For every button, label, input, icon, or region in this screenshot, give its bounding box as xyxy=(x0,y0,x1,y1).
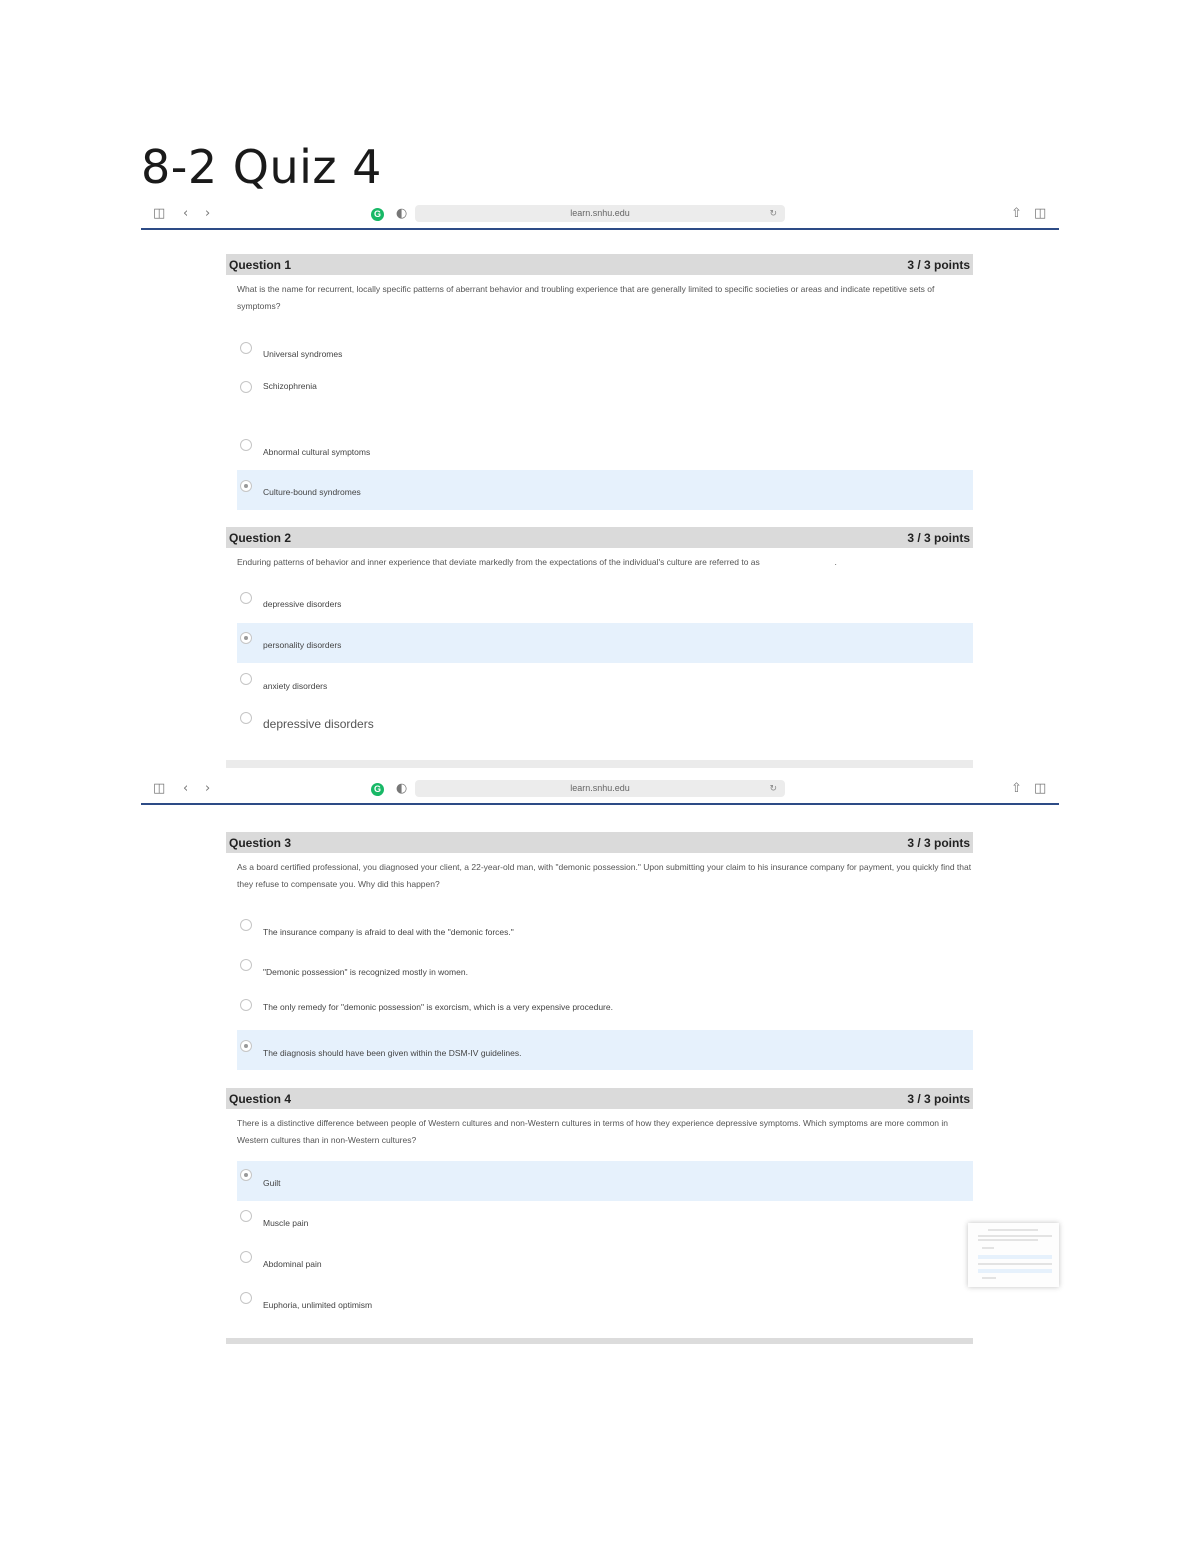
answer-label: Culture-bound syndromes xyxy=(263,487,361,497)
question-label: Question 4 xyxy=(229,1091,292,1106)
question-label: Question 2 xyxy=(229,530,292,545)
answer-label: Abnormal cultural symptoms xyxy=(263,447,371,457)
answer-label: The diagnosis should have been given within the DSM-IV guidelines. xyxy=(263,1048,522,1058)
question-label: Question 1 xyxy=(229,257,292,272)
answer-option-selected[interactable] xyxy=(237,470,973,510)
address-bar[interactable] xyxy=(415,205,785,222)
sidebar-toggle-icon[interactable]: ◫ xyxy=(153,781,166,796)
question-label: Question 3 xyxy=(229,835,292,850)
answer-option[interactable] xyxy=(237,583,973,623)
radio-button[interactable] xyxy=(240,959,252,971)
toolbar-divider xyxy=(141,228,1059,230)
answer-option-selected[interactable] xyxy=(237,623,973,663)
answer-label: anxiety disorders xyxy=(263,681,328,691)
share-icon[interactable]: ⇧ xyxy=(1011,206,1022,221)
privacy-shield-icon[interactable]: ◐ xyxy=(396,206,408,221)
answer-option[interactable] xyxy=(237,992,973,1032)
radio-button[interactable] xyxy=(240,673,252,685)
question-header xyxy=(226,1088,973,1109)
address-bar[interactable] xyxy=(415,780,785,797)
browser-toolbar xyxy=(141,775,1059,805)
grammarly-extension-icon[interactable]: G xyxy=(371,208,384,221)
answer-label: personality disorders xyxy=(263,640,342,650)
question-header xyxy=(226,527,973,548)
browser-toolbar xyxy=(141,200,1059,230)
question-score: 3 / 3 points xyxy=(907,835,970,850)
back-icon[interactable]: ‹ xyxy=(183,206,189,221)
toolbar-divider xyxy=(141,803,1059,805)
question-score: 3 / 3 points xyxy=(907,530,970,545)
question-text xyxy=(226,548,973,571)
fill-in-blank xyxy=(762,564,832,565)
answer-label: The only remedy for "demonic possession" is exorcism, which is a very expensive procedure. xyxy=(263,1002,613,1012)
answer-label: Euphoria, unlimited optimism xyxy=(263,1300,373,1310)
forward-icon[interactable]: › xyxy=(205,781,211,796)
answer-option-selected[interactable] xyxy=(237,1161,973,1201)
answer-option-selected[interactable] xyxy=(237,1030,973,1070)
answer-label: Schizophrenia xyxy=(263,381,317,391)
radio-button[interactable] xyxy=(240,1210,252,1222)
question-header xyxy=(226,832,973,853)
answer-label: Guilt xyxy=(263,1178,281,1188)
url-text: learn.snhu.edu xyxy=(570,783,630,793)
document-title: 8-2 Quiz 4 xyxy=(141,140,382,194)
answer-option[interactable] xyxy=(237,703,973,743)
answer-option[interactable] xyxy=(237,1284,973,1324)
answer-option[interactable] xyxy=(237,665,973,705)
answer-option[interactable] xyxy=(237,364,973,404)
answer-option[interactable] xyxy=(237,424,973,464)
forward-icon[interactable]: › xyxy=(205,206,211,221)
question-score: 3 / 3 points xyxy=(907,257,970,272)
answer-option[interactable] xyxy=(237,1243,973,1283)
answer-label: Universal syndromes xyxy=(263,349,343,359)
radio-button[interactable] xyxy=(240,999,252,1011)
question-text-body: Enduring patterns of behavior and inner experience that deviate markedly from the expectations of the individual's culture are referred to as xyxy=(237,557,760,567)
question-text: As a board certified professional, you diagnosed your client, a 22-year-old man, with "demonic possession." Upon submitting your claim to his insurance company for payment, you quickly find that they refuse to compensate you. Why did this happen? xyxy=(237,862,972,889)
back-icon[interactable]: ‹ xyxy=(183,781,189,796)
reload-icon[interactable]: ↻ xyxy=(769,208,777,218)
answer-label: The insurance company is afraid to deal with the "demonic forces." xyxy=(263,927,514,937)
privacy-shield-icon[interactable]: ◐ xyxy=(396,781,408,796)
share-icon[interactable]: ⇧ xyxy=(1011,781,1022,796)
radio-button-checked[interactable] xyxy=(240,632,252,644)
radio-button[interactable] xyxy=(240,592,252,604)
question-card xyxy=(226,832,973,1072)
page-footer-bar xyxy=(226,1338,973,1344)
question-text: There is a distinctive difference between people of Western cultures and non-Western cultures in terms of how they experience depressive symptoms. Which symptoms are more common in Western cultures than in non-Western cultures? xyxy=(237,1118,949,1145)
screenshot-thumbnail[interactable] xyxy=(968,1223,1059,1287)
question-card xyxy=(226,527,973,742)
tabs-icon[interactable]: ◫ xyxy=(1034,781,1047,796)
answer-label: "Demonic possession" is recognized mostly in women. xyxy=(263,967,468,977)
grammarly-extension-icon[interactable]: G xyxy=(371,783,384,796)
answer-option[interactable] xyxy=(237,320,973,360)
reload-icon[interactable]: ↻ xyxy=(769,783,777,793)
answer-option[interactable] xyxy=(237,910,973,950)
radio-button[interactable] xyxy=(240,439,252,451)
answer-label: Muscle pain xyxy=(263,1218,309,1228)
question-text-end: . xyxy=(834,557,837,567)
question-header xyxy=(226,254,973,275)
question-header-cutoff xyxy=(226,760,973,768)
answer-option[interactable] xyxy=(237,952,973,992)
tabs-icon[interactable]: ◫ xyxy=(1034,206,1047,221)
radio-button-checked[interactable] xyxy=(240,1169,252,1181)
question-score: 3 / 3 points xyxy=(907,1091,970,1106)
radio-button-checked[interactable] xyxy=(240,1040,252,1052)
radio-button[interactable] xyxy=(240,1292,252,1304)
url-text: learn.snhu.edu xyxy=(570,208,630,218)
answer-label: Abdominal pain xyxy=(263,1259,322,1269)
radio-button[interactable] xyxy=(240,712,252,724)
question-card xyxy=(226,1088,973,1318)
answer-label: depressive disorders xyxy=(263,599,342,609)
answer-option[interactable] xyxy=(237,1202,973,1242)
sidebar-toggle-icon[interactable]: ◫ xyxy=(153,206,166,221)
radio-button[interactable] xyxy=(240,919,252,931)
answer-label: depressive disorders xyxy=(263,717,374,731)
radio-button[interactable] xyxy=(240,1251,252,1263)
radio-button[interactable] xyxy=(240,342,252,354)
question-text: What is the name for recurrent, locally specific patterns of aberrant behavior and troubling experience that are generally limited to specific societies or areas and indicate repetitive sets of symptoms? xyxy=(237,284,935,311)
question-card xyxy=(226,254,973,512)
radio-button-checked[interactable] xyxy=(240,480,252,492)
radio-button[interactable] xyxy=(240,381,252,393)
